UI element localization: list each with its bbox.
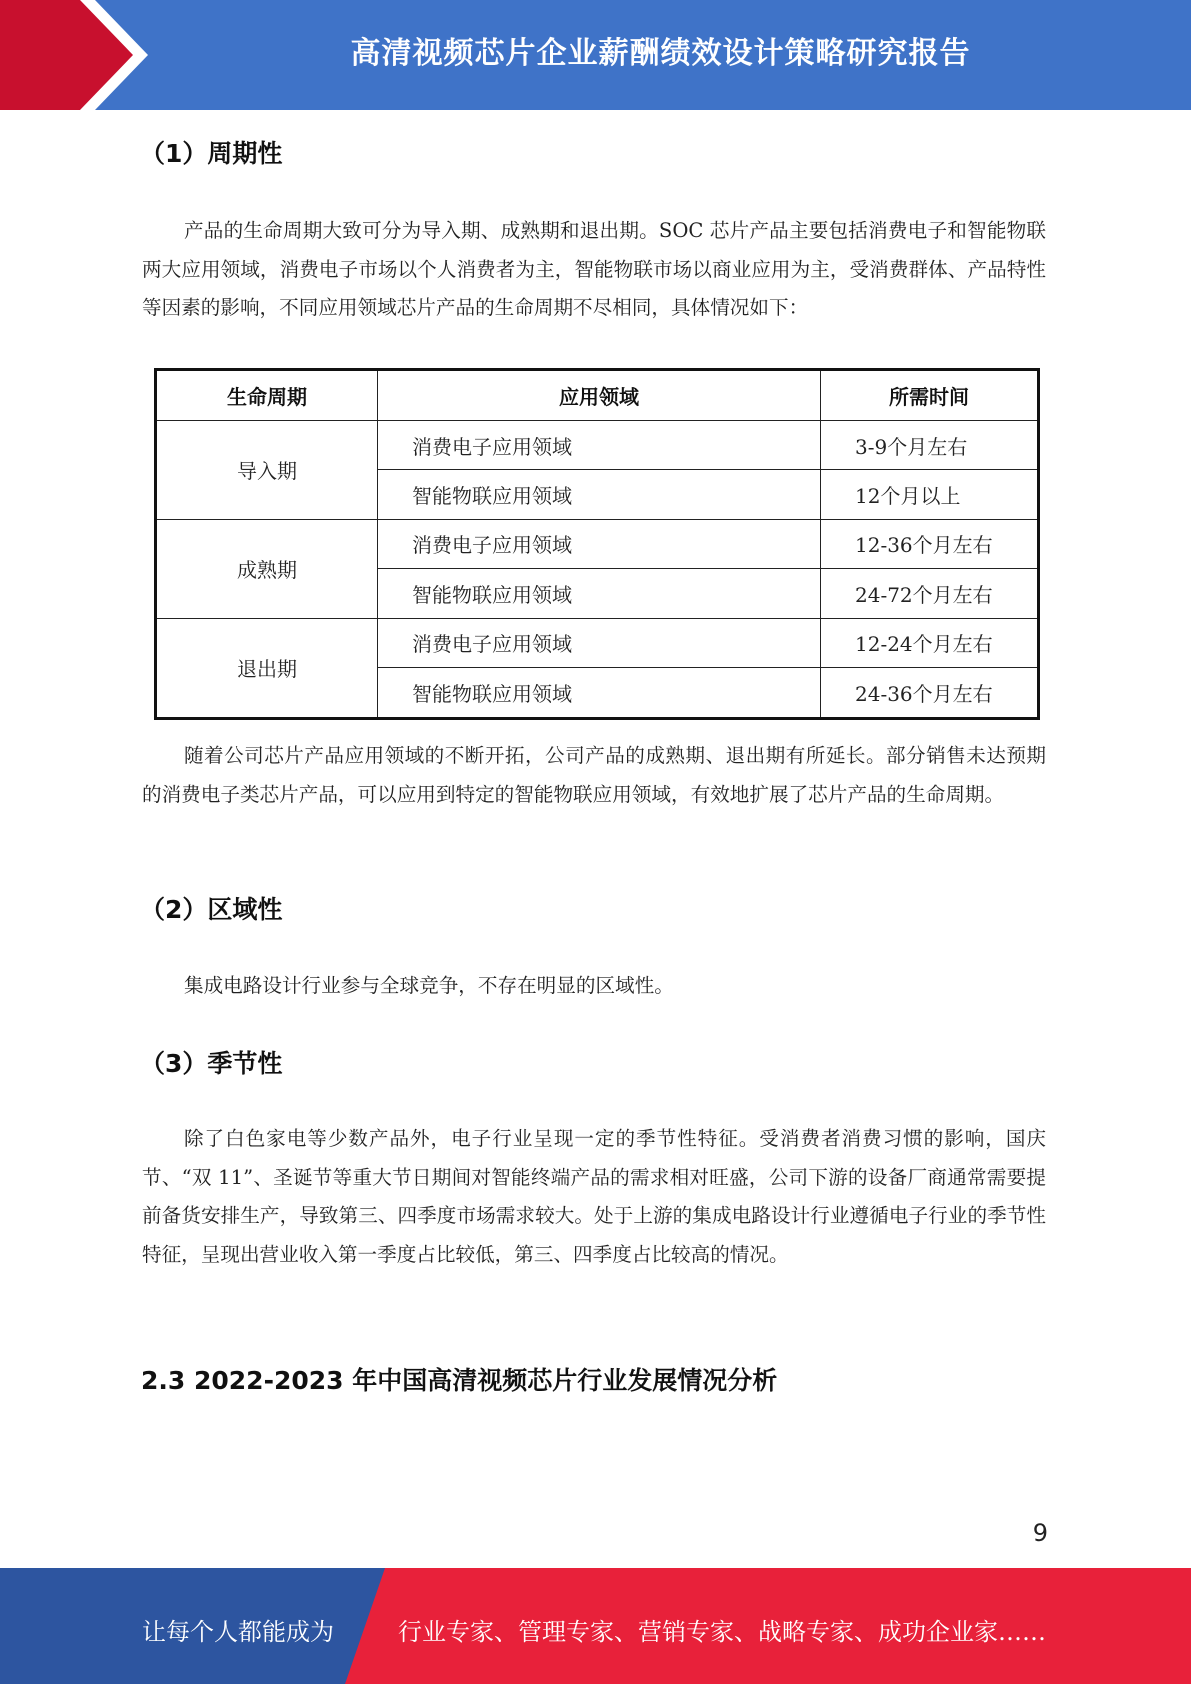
paragraph-lifecycle-intro: 产品的生命周期大致可分为导入期、成熟期和退出期。SOC 芯片产品主要包括消费电子和智能物联两大应用领域，消费电子市场以个人消费者为主，智能物联市场以商业应用为主，受消费群体、产品特性等因素的影响，不同应用领域芯片产品的生命周期不尽相同，具体情况如下： <box>142 219 1046 319</box>
field-cell: 智能物联应用领域 <box>378 569 821 618</box>
footer-banner <box>0 1568 1191 1684</box>
section-heading-regional: （2）区域性 <box>140 895 283 924</box>
header-application-field: 应用领域 <box>378 370 821 421</box>
section-heading-cyclical: （1）周期性 <box>140 139 283 168</box>
table-header-row <box>156 370 1039 421</box>
field-cell: 智能物联应用领域 <box>378 667 821 718</box>
time-cell: 12-36个月左右 <box>821 519 1039 568</box>
time-cell: 24-72个月左右 <box>821 569 1039 618</box>
paragraph-regional: 集成电路设计行业参与全球竞争，不存在明显的区域性。 <box>184 974 674 997</box>
table-row <box>156 519 1039 568</box>
time-cell: 12个月以上 <box>821 470 1039 519</box>
field-cell: 消费电子应用领域 <box>378 519 821 568</box>
lifecycle-table <box>154 368 1040 720</box>
time-cell: 12-24个月左右 <box>821 618 1039 667</box>
stage-cell: 导入期 <box>156 421 378 520</box>
header-banner <box>0 0 1191 110</box>
section-heading-seasonal: （3）季节性 <box>140 1049 283 1078</box>
table-row <box>156 421 1039 470</box>
stage-cell: 成熟期 <box>156 519 378 618</box>
field-cell: 消费电子应用领域 <box>378 421 821 470</box>
header-lifecycle: 生命周期 <box>156 370 378 421</box>
time-cell: 24-36个月左右 <box>821 667 1039 718</box>
field-cell: 消费电子应用领域 <box>378 618 821 667</box>
header-time-required: 所需时间 <box>821 370 1039 421</box>
paragraph-lifecycle-extension: 随着公司芯片产品应用领域的不断开拓，公司产品的成熟期、退出期有所延长。部分销售未达预期的消费电子类芯片产品，可以应用到特定的智能物联应用领域，有效地扩展了芯片产品的生命周期。 <box>142 744 1046 806</box>
report-title: 高清视频芯片企业薪酬绩效设计策略研究报告 <box>350 36 971 71</box>
stage-cell: 退出期 <box>156 618 378 718</box>
paragraph-seasonal: 除了白色家电等少数产品外，电子行业呈现一定的季节性特征。受消费者消费习惯的影响，国庆节、“双 11”、圣诞节等重大节日期间对智能终端产品的需求相对旺盛，公司下游的设备厂商通常需要提前备货安排生产，导致第三、四季度市场需求较大。处于上游的集成电路设计行业遵循电子行业的季节性特征，呈现出营业收入第一季度占比较低，第三、四季度占比较高的情况。 <box>142 1127 1046 1266</box>
table-row <box>156 618 1039 667</box>
time-cell: 3-9个月左右 <box>821 421 1039 470</box>
footer-slogan-right: 行业专家、管理专家、营销专家、战略专家、成功企业家…… <box>398 1618 1046 1646</box>
field-cell: 智能物联应用领域 <box>378 470 821 519</box>
section-heading-2-3: 2.3 2022-2023 年中国高清视频芯片行业发展情况分析 <box>141 1366 778 1395</box>
page-number: 9 <box>1032 1519 1048 1547</box>
footer-slogan-left: 让每个人都能成为 <box>142 1618 334 1646</box>
